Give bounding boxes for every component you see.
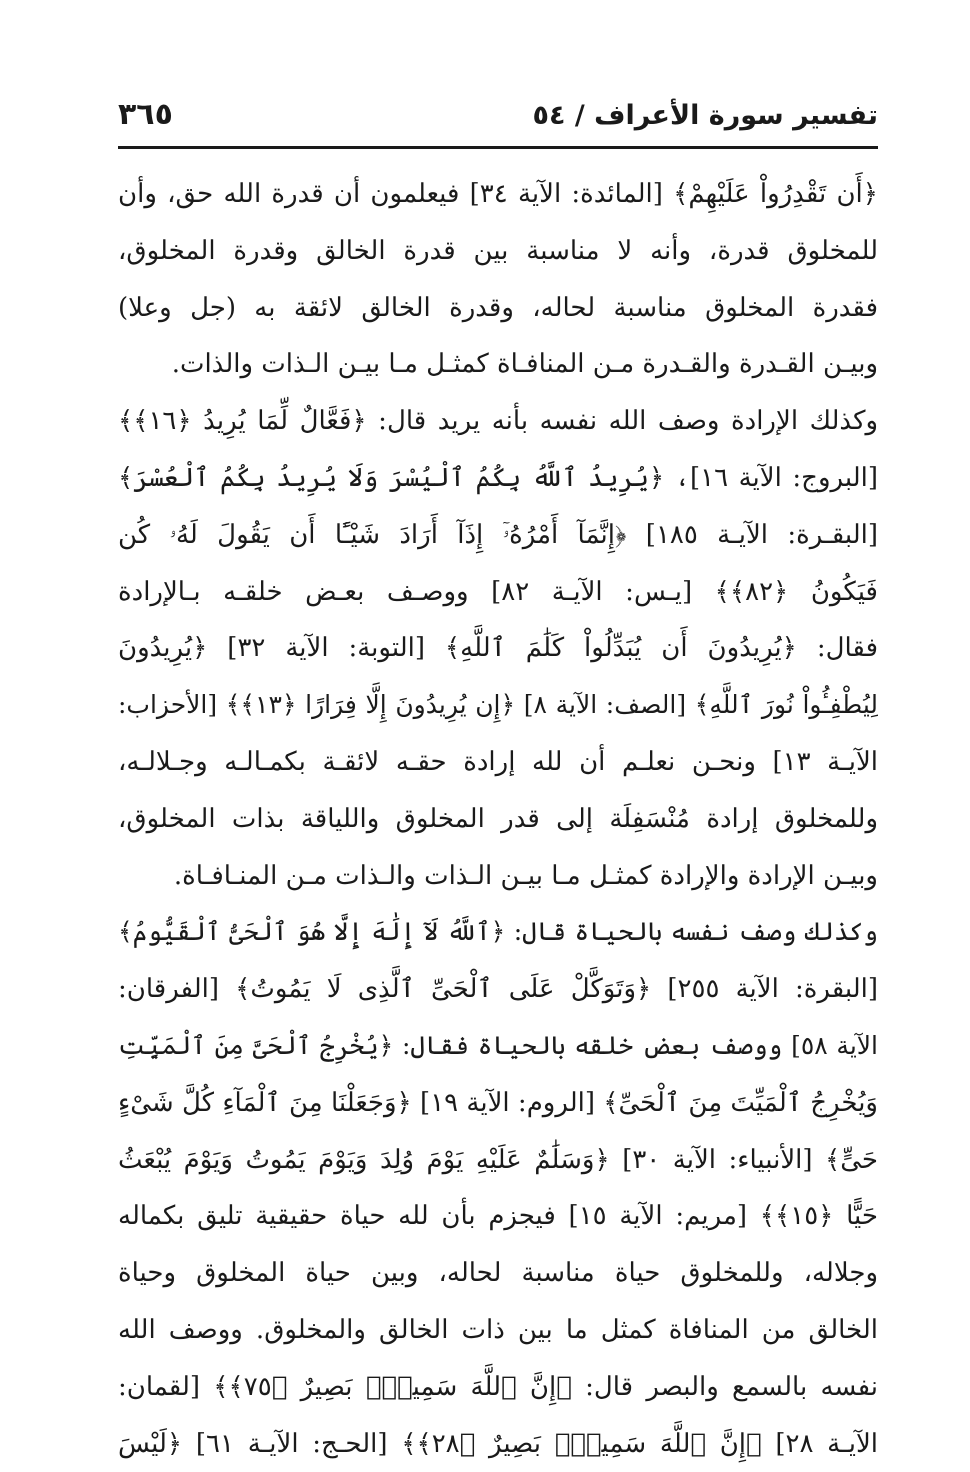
text-line: [البقـرة: الآيـة ١٨٥] ﴿إِنَّمَآ أَمْرُهُۥٓ إِذَآ أَرَادَ شَيْـًٔا أَن يَقُولَ لَهُۥ كُن bbox=[118, 519, 878, 550]
body-text bbox=[118, 166, 878, 1472]
text-line: وجلاله، وللمخلوق حياة مناسبة لحاله، وبين حياة المخلوق وحياة bbox=[118, 1258, 878, 1289]
running-title: تفسير سورة الأعراف / ٥٤ bbox=[532, 100, 878, 131]
text-line: وكذلك وصف نفسه بالحياة قال: ﴿ٱللَّهُ لَآ إِلَٰهَ إِلَّا هُوَ ٱلْحَىُّ ٱلْقَيُّومُ﴾ bbox=[118, 917, 878, 947]
header-rule bbox=[118, 146, 878, 149]
text-line: فَيَكُونُ ﴿٨٢﴾﴾ [يـس: الآيـة ٨٢] ووصـف بعـض خلقـه بـالإرادة bbox=[118, 576, 878, 607]
text-line: حَيًّا ﴿١٥﴾﴾ [مريم: الآية ١٥] فيجزم بأن لله حياة حقيقية تليق بكماله bbox=[118, 1201, 878, 1232]
text-line: وكذلك الإرادة وصف الله نفسه بأنه يريد قال: ﴿فَعَّالٌ لِّمَا يُرِيدُ ﴿١٦﴾﴾ bbox=[118, 406, 878, 437]
text-line: وبيـن القـدرة والقـدرة مـن المنافـاة كمثـل مـا بيـن الـذات والذات. bbox=[171, 349, 878, 380]
text-line: حَىٍّ﴾ [الأنبياء: الآية ٣٠] ﴿وَسَلَٰمٌ عَلَيْهِ يَوْمَ وُلِدَ وَيَوْمَ يَمُوتُ وَيَوْمَ يُبْعَثُ bbox=[118, 1144, 878, 1175]
text-line: الآيـة ١٣] ونحـن نعلـم أن لله إرادة حقـه لائقـة بكمـالـه وجـلالـه، bbox=[118, 746, 878, 777]
text-line: فقال: ﴿يُرِيدُونَ أَن يُبَدِّلُواْ كَلَٰمَ ٱللَّهِ﴾ [التوبة: الآية ٣٢] ﴿يُرِيدُونَ bbox=[118, 633, 878, 664]
text-line: الخالق من المنافاة كمثل ما بين ذات الخالق والمخلوق. ووصف الله bbox=[118, 1314, 878, 1345]
text-line: [البروج: الآية ١٦]، ﴿يُرِيدُ ٱللَّهُ بِكُمُ ٱلْيُسْرَ وَلَا يُرِيدُ بِكُمُ ٱلْعُسْرَ﴾ bbox=[118, 462, 878, 493]
text-line: الآية ٥٨] ووصف بعض خلقه بالحياة فقال: ﴿يُخْرِجُ ٱلْحَىَّ مِنَ ٱلْمَيِّتِ bbox=[118, 1030, 878, 1060]
text-line: للمخلوق قدرة، وأنه لا مناسبة بين قدرة الخالق وقدرة المخلوق، bbox=[118, 235, 878, 266]
text-line: ﴿أَن تَقْدِرُواْ عَلَيْهِمْ﴾ [المائدة: الآية ٣٤] فيعلمون أن قدرة الله حق، وأن bbox=[118, 179, 878, 209]
text-line: لِيُطْفِـُٔواْ نُورَ ٱللَّهِ﴾ [الصف: الآية ٨] ﴿إِن يُرِيدُونَ إِلَّا فِرَارًا ﴿١٣﴾﴾ [الأحزاب: bbox=[118, 690, 878, 720]
page-number: ٣٦٥ bbox=[118, 97, 173, 132]
text-line: [البقرة: الآية ٢٥٥] ﴿وَتَوَكَّلْ عَلَى ٱلْحَىِّ ٱلَّذِى لَا يَمُوتُ﴾ [الفرقان: bbox=[118, 974, 878, 1005]
text-line: فقدرة المخلوق مناسبة لحاله، وقدرة الخالق لائقة به (جل وعلا) bbox=[118, 292, 878, 323]
text-line: نفسه بالسمع والبصر قال: ﴿إِنَّ ٱللَّهَ سَمِيعٌۢ بَصِيرٌ ﴿٧٥﴾﴾ [لقمان: bbox=[118, 1371, 878, 1402]
page-header bbox=[118, 95, 878, 141]
text-line: وللمخلوق إرادة مُنْسَفِلَة إلى قدر المخلوق واللياقة بذات المخلوق، bbox=[118, 803, 878, 834]
text-line: وَيُخْرِجُ ٱلْمَيِّتَ مِنَ ٱلْحَىِّ﴾ [الروم: الآية ١٩] ﴿وَجَعَلْنَا مِنَ ٱلْمَآءِ كُلَّ شَىْءٍ bbox=[118, 1087, 878, 1118]
text-line: وبيـن الإرادة والإرادة كمثـل مـا بيـن الـذات والـذات مـن المنـافـاة. bbox=[173, 860, 878, 891]
text-line: الآيـة ٢٨] ﴿إِنَّ ٱللَّهَ سَمِيعٌۢ بَصِيرٌ ﴿٢٨﴾﴾ [الحـج: الآيـة ٦١] ﴿لَيْسَ bbox=[118, 1428, 878, 1459]
